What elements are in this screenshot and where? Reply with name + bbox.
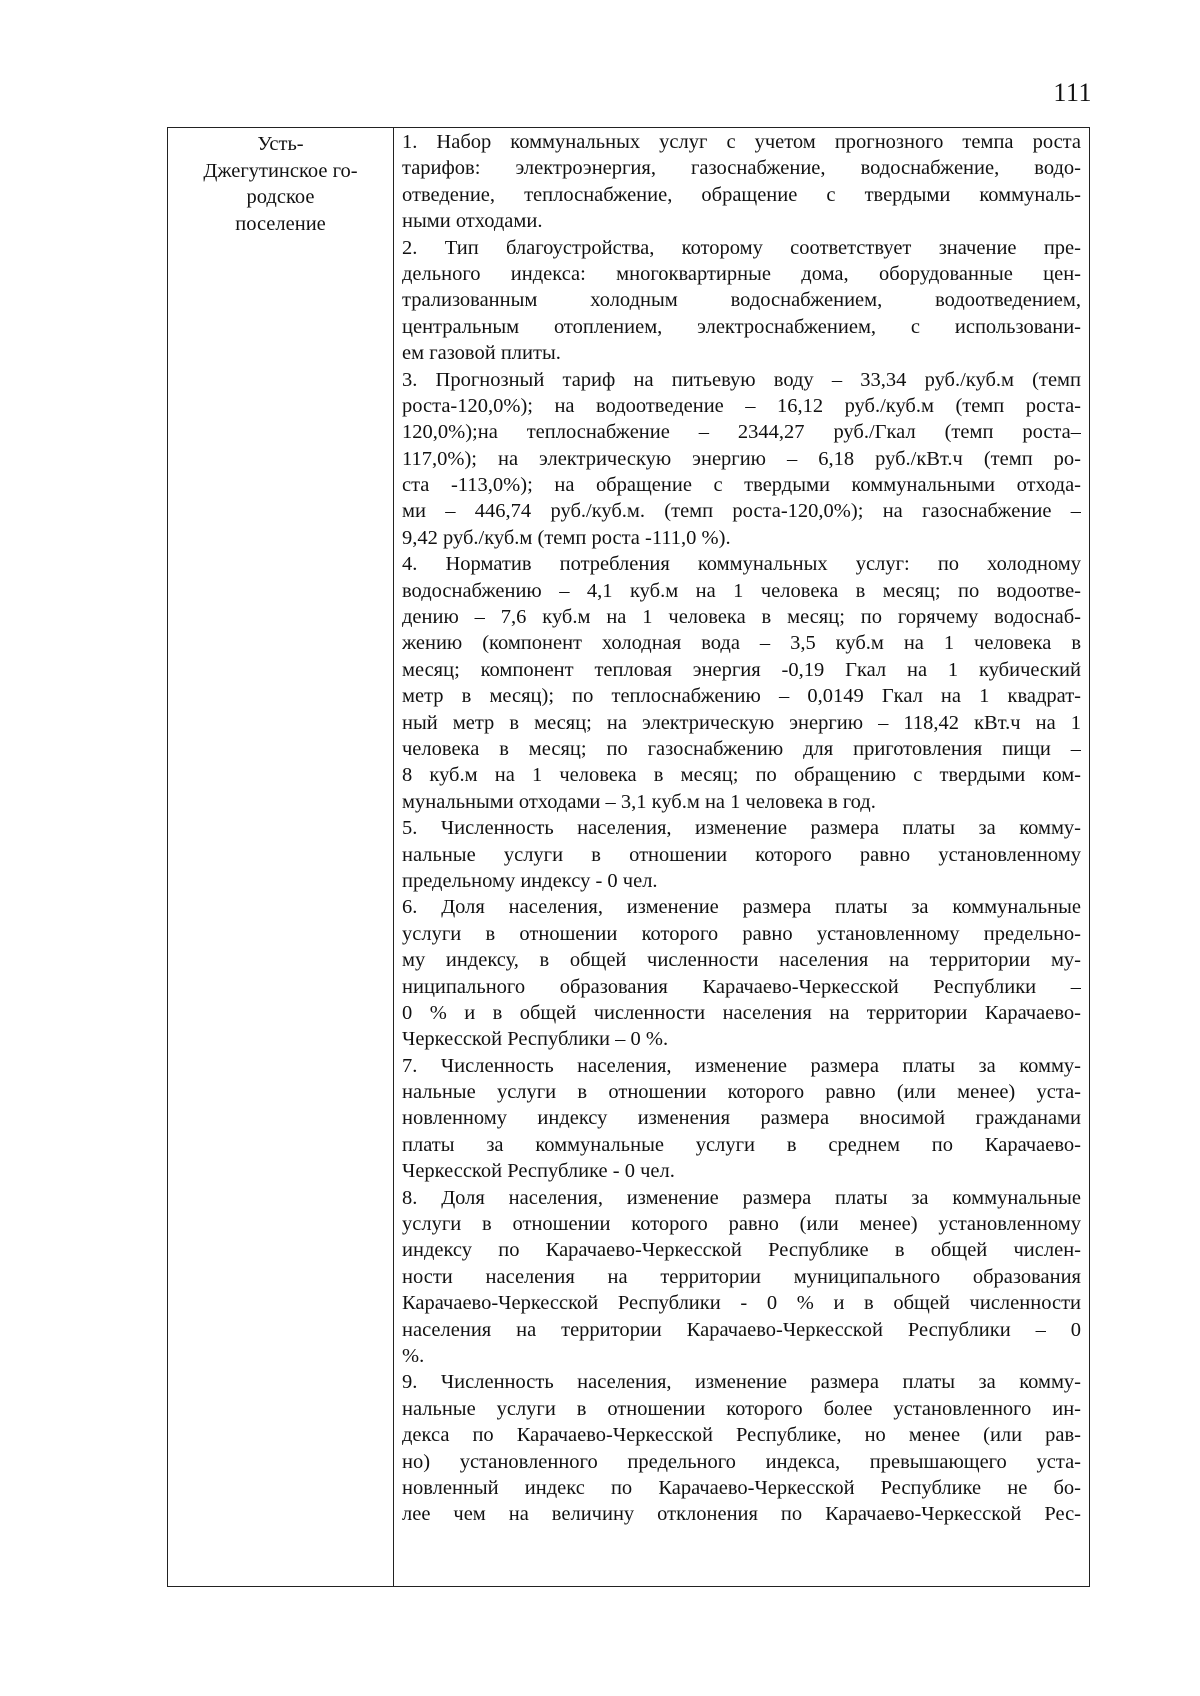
text-line: центральным отоплением, электроснабжением, с использовани-: [402, 315, 1081, 338]
text-line: нальные услуги в отношении которого более установленного ин-: [402, 1397, 1081, 1420]
text-line: трализованным холодным водоснабжением, водоотведением,: [402, 289, 1081, 312]
text-line: 120,0%);на теплоснабжение – 2344,27 руб./Гкал (темп роста–: [402, 421, 1081, 444]
text-line: декса по Карачаево-Черкесской Республике, но менее (или рав-: [402, 1424, 1081, 1447]
text-line: 4. Норматив потребления коммунальных услуг: по холодному: [402, 553, 1081, 576]
text-line: ем газовой плиты.: [402, 342, 561, 365]
text-line: нальные услуги в отношении которого равно (или менее) уста-: [402, 1081, 1081, 1104]
text-line: роста-120,0%); на водоотведение – 16,12 руб./куб.м (темп роста-: [402, 394, 1081, 417]
municipality-line: Джегутинское го-: [203, 159, 358, 182]
text-line: Черкесской Республики – 0 %.: [402, 1028, 669, 1051]
text-line: 2. Тип благоустройства, которому соответствует значение пре-: [402, 236, 1081, 259]
text-line: 1. Набор коммунальных услуг с учетом прогнозного темпа роста: [402, 131, 1081, 153]
document-table: [167, 127, 1090, 1587]
text-line: Карачаево-Черкесской Республики - 0 % и в общей численности: [402, 1292, 1081, 1315]
text-line: жению (компонент холодная вода – 3,5 куб.м на 1 человека в: [402, 632, 1081, 655]
text-line: услуги в отношении которого равно установленному предельно-: [402, 922, 1081, 945]
text-line: нальные услуги в отношении которого равно установленному: [402, 843, 1081, 866]
municipality-cell: [168, 128, 393, 237]
text-line: 117,0%); на электрическую энергию – 6,18 руб./кВт.ч (темп ро-: [402, 447, 1081, 470]
text-line: тарифов: электроэнергия, газоснабжение, водоснабжение, водо-: [402, 157, 1081, 180]
text-line: дельного индекса: многоквартирные дома, оборудованные цен-: [402, 262, 1081, 285]
text-line: платы за коммунальные услуги в среднем по Карачаево-: [402, 1133, 1081, 1156]
municipality-line: Усть-: [257, 133, 304, 155]
text-line: 5. Численность населения, изменение размера платы за комму-: [402, 817, 1081, 840]
text-line: %.: [402, 1344, 425, 1367]
text-line: 0 % и в общей численности населения на территории Карачаево-: [402, 1001, 1081, 1024]
text-line: водоснабжению – 4,1 куб.м на 1 человека в месяц; по водоотве-: [402, 579, 1081, 602]
text-line: ными отходами.: [402, 210, 543, 233]
text-line: ный метр в месяц; на электрическую энергию – 118,42 кВт.ч на 1: [402, 711, 1081, 734]
text-line: мунальными отходами – 3,1 куб.м на 1 человека в год.: [402, 790, 876, 813]
text-line: но) установленного предельного индекса, превышающего уста-: [402, 1450, 1081, 1473]
page-number: 111: [1053, 78, 1092, 107]
text-line: ста -113,0%); на обращение с твердыми коммунальными отхода-: [402, 474, 1081, 497]
text-line: месяц; компонент тепловая энергия -0,19 Гкал на 1 кубический: [402, 658, 1081, 681]
municipality-line: поселение: [235, 212, 326, 235]
text-line: метр в месяц); по теплоснабжению – 0,0149 Гкал на 1 квадрат-: [402, 685, 1081, 708]
municipality-line: родское: [246, 186, 315, 208]
text-line: 7. Численность населения, изменение размера платы за комму-: [402, 1054, 1081, 1077]
text-line: 6. Доля населения, изменение размера платы за коммунальные: [402, 896, 1081, 919]
text-line: му индексу, в общей численности населения на территории му-: [402, 949, 1081, 972]
text-line: населения на территории Карачаево-Черкесской Республики – 0: [402, 1318, 1081, 1341]
text-line: предельному индексу - 0 чел.: [402, 869, 658, 892]
text-line: новленный индекс по Карачаево-Черкесской Республике не бо-: [402, 1476, 1081, 1499]
text-line: новленному индексу изменения размера вносимой гражданами: [402, 1107, 1081, 1130]
text-line: ности населения на территории муниципального образования: [402, 1265, 1081, 1288]
text-line: 8. Доля населения, изменение размера платы за коммунальные: [402, 1186, 1081, 1209]
text-line: ми – 446,74 руб./куб.м. (темп роста-120,0%); на газоснабжение –: [402, 500, 1081, 523]
text-line: услуги в отношении которого равно (или менее) установленному: [402, 1213, 1081, 1236]
text-line: Черкесской Республике - 0 чел.: [402, 1160, 675, 1183]
text-line: 9,42 руб./куб.м (темп роста -111,0 %).: [402, 526, 731, 549]
text-line: человека в месяц; по газоснабжению для приготовления пищи –: [402, 737, 1081, 760]
text-line: отведение, теплоснабжение, обращение с твердыми коммуналь-: [402, 183, 1081, 206]
text-line: лее чем на величину отклонения по Карачаево-Черкесской Рес-: [402, 1503, 1081, 1526]
text-line: 3. Прогнозный тариф на питьевую воду – 33,34 руб./куб.м (темп: [402, 368, 1081, 391]
text-line: дению – 7,6 куб.м на 1 человека в месяц; по горячему водоснаб-: [402, 606, 1081, 629]
text-line: ниципального образования Карачаево-Черкесской Республики –: [402, 975, 1081, 998]
text-line: индексу по Карачаево-Черкесской Республике в общей числен-: [402, 1239, 1081, 1262]
indicators-cell: [394, 128, 1089, 1528]
text-line: 8 куб.м на 1 человека в месяц; по обращению с твердыми ком-: [402, 764, 1081, 787]
text-line: 9. Численность населения, изменение размера платы за комму-: [402, 1371, 1081, 1394]
